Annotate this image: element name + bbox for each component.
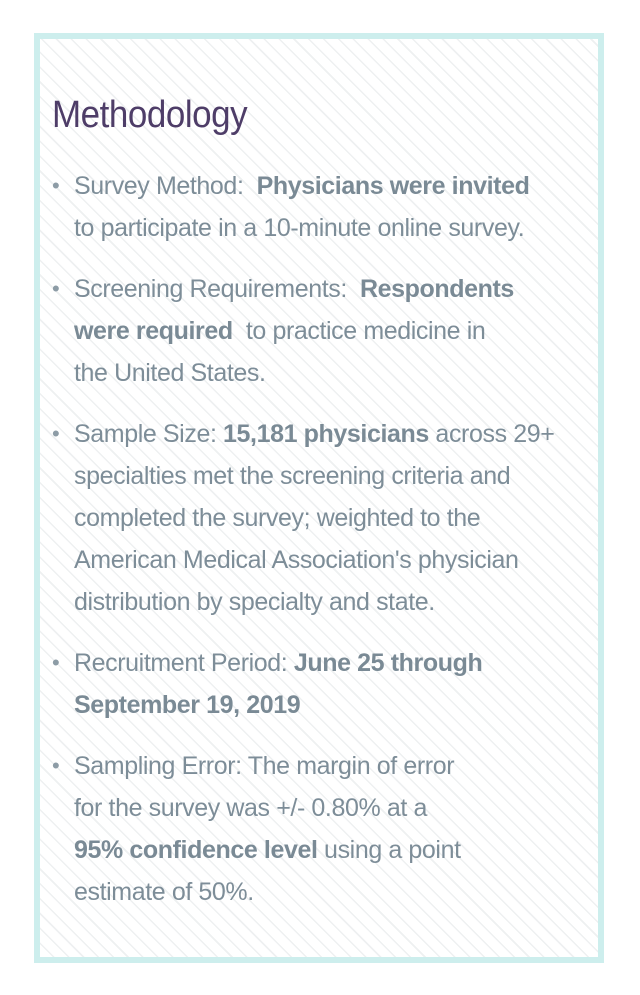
text: across 29+ [428, 420, 555, 448]
text: specialties met the screening criteria and [74, 462, 511, 490]
bold-text: Respondents [359, 275, 514, 303]
text: Survey Method: [74, 172, 257, 200]
bold-text: September 19, 2019 [74, 691, 301, 719]
text-line [74, 745, 582, 787]
text: Sample Size: [74, 420, 224, 448]
text-line [74, 455, 582, 497]
bullet-icon: • [52, 276, 60, 301]
text-line [74, 787, 582, 829]
list-item [52, 413, 582, 623]
text: Screening Requirements: [74, 275, 360, 303]
text: for the survey was +/- 0.80% at a [74, 794, 427, 822]
text-line [74, 642, 582, 684]
text-line [74, 871, 582, 913]
bold-text: 95% confidence level [74, 836, 318, 864]
text: to practice medicine in [232, 317, 486, 345]
page-title: Methodology [52, 94, 248, 136]
list-item [52, 268, 582, 394]
bullet-icon: • [52, 421, 60, 446]
text-line [74, 829, 582, 871]
text-line [74, 268, 582, 310]
bold-text: 15,181 physicians [223, 420, 429, 448]
bullet-icon: • [52, 173, 60, 198]
bold-text: were required [74, 317, 233, 345]
text-line [74, 581, 582, 623]
text: the United States. [74, 359, 266, 387]
text-line [74, 165, 582, 207]
text: using a point [317, 836, 461, 864]
text-line [74, 310, 582, 352]
text-line [74, 684, 582, 726]
bullet-icon: • [52, 650, 60, 675]
text-line [74, 539, 582, 581]
text-line [74, 413, 582, 455]
text: to participate in a 10-minute online survey. [74, 214, 525, 242]
text-line [74, 207, 582, 249]
text: estimate of 50%. [74, 878, 254, 906]
text: completed the survey; weighted to the [74, 504, 481, 532]
list-item [52, 165, 582, 249]
bold-text: Physicians were invited [256, 172, 530, 200]
list-item [52, 745, 582, 913]
text: Sampling Error: The margin of error [74, 752, 455, 780]
text: distribution by specialty and state. [74, 588, 435, 616]
text: American Medical Association's physician [74, 546, 519, 574]
text: Recruitment Period: [74, 649, 294, 677]
bold-text: June 25 through [293, 649, 483, 677]
methodology-list [52, 165, 582, 932]
bullet-icon: • [52, 753, 60, 778]
text-line [74, 352, 582, 394]
list-item [52, 642, 582, 726]
text-line [74, 497, 582, 539]
